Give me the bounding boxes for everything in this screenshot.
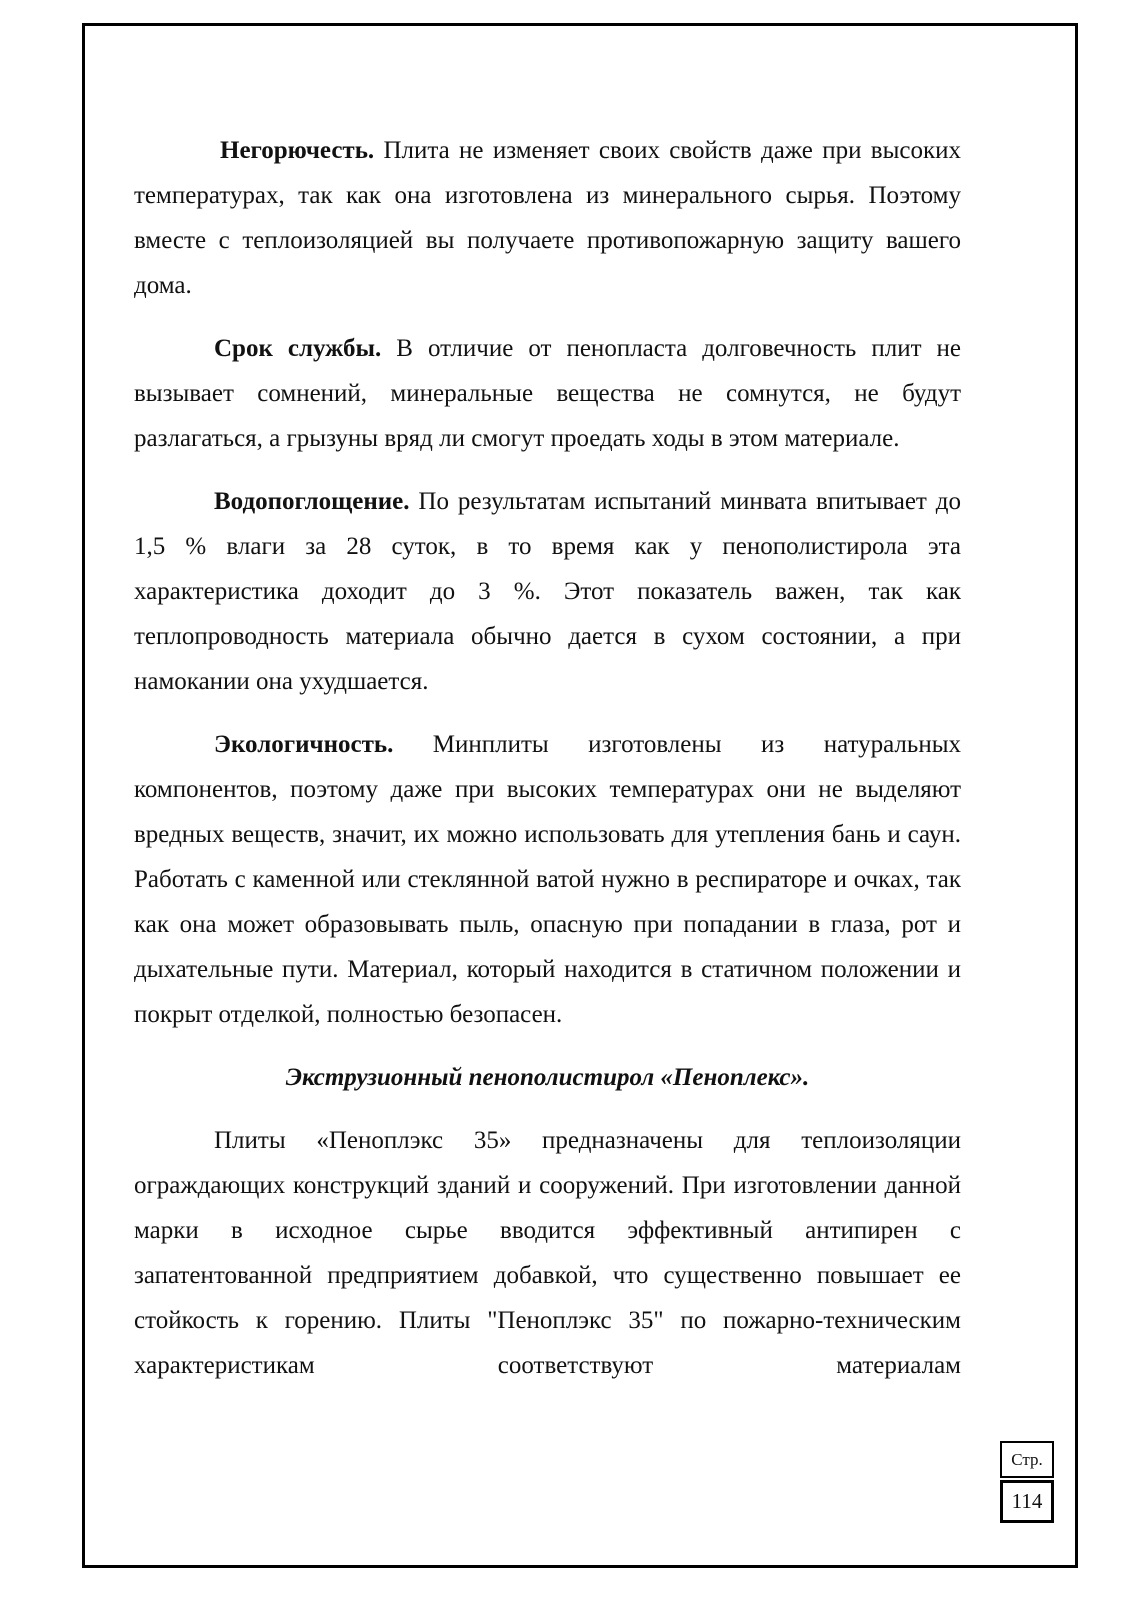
paragraph-title: Срок службы. <box>214 335 382 362</box>
paragraph-eco-friendliness <box>134 722 961 1037</box>
paragraph-text: По результатам испытаний минвата впитывает до 1,5 % влаги за 28 суток, в то время как у пенополистирола эта характеристика доходит до 3 %. Этот показатель важен, так как теплопроводность материала обычно дается в сухом состоянии, а при намокании она ухудшается. <box>134 488 961 695</box>
paragraph-water-absorption <box>134 479 961 704</box>
paragraph-title: Экологичность. <box>214 731 394 758</box>
page-number-stamp <box>1000 1441 1054 1523</box>
paragraph-text: Плита не изменяет своих свойств даже при высоких температурах, так как она изготовлена из минерального сырья. Поэтому вместе с теплоизоляцией вы получаете противопожарную защиту вашего дома. <box>134 137 961 299</box>
paragraph-penoplex: Плиты «Пеноплэкс 35» предназначены для теплоизоляции ограждающих конструкций зданий и сооружений. При изготовлении данной марки в исходное сырье вводится эффективный антипирен с запатентованной предприятием добавкой, что существенно повышает ее стойкость к горению. Плиты "Пеноплэкс 35" по пожарно-техническим характеристикам соответствуют материалам <box>134 1127 961 1379</box>
paragraph-title: Водопоглощение. <box>214 488 410 515</box>
paragraph-service-life <box>134 326 961 461</box>
page-label: Стр. <box>1000 1441 1054 1478</box>
document-body <box>134 128 961 1388</box>
page-number: 114 <box>1000 1480 1054 1523</box>
paragraph-title: Негорючесть. <box>220 137 375 164</box>
paragraph-text: В отличие от пенопласта долговечность плит не вызывает сомнений, минеральные вещества не сомнутся, не будут разлагаться, а грызуны вряд ли смогут проедать ходы в этом материале. <box>134 335 961 452</box>
paragraph-text: Минплиты изготовлены из натуральных компонентов, поэтому даже при высоких температурах они не выделяют вредных веществ, значит, их можно использовать для утепления бань и саун. Работать с каменной или стеклянной ватой нужно в респираторе и очках, так как она может образовывать пыль, опасную при попадании в глаза, рот и дыхательные пути. Материал, который находится в статичном положении и покрыт отделкой, полностью безопасен. <box>134 731 961 1028</box>
section-heading: Экструзионный пенополистирол «Пеноплекс». <box>285 1064 810 1091</box>
paragraph-nonflammability <box>134 128 961 308</box>
